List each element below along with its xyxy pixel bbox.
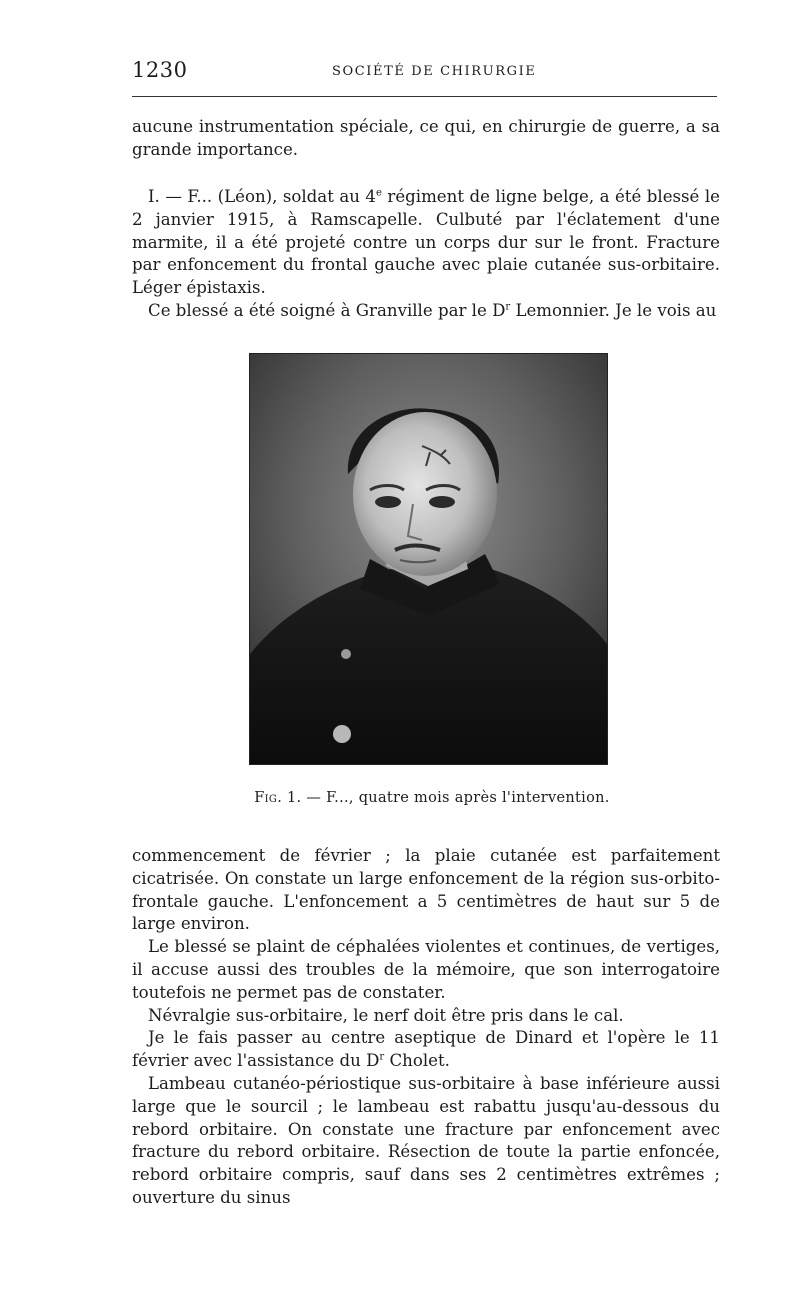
paragraph-cont-3: Névralgie sus-orbitaire, le nerf doit être pris dans le cal. xyxy=(148,1005,624,1025)
page-number: 1230 xyxy=(132,58,188,82)
paragraph-cont-4: Je le fais passer au centre aseptique de Dinard et l'opère le 11 février avec l'assistance du $D^r$ Cholet. xyxy=(132,1028,720,1071)
page-header xyxy=(132,58,720,86)
paragraph-case-2: Ce blessé a été soigné à Granville par le $D^r$ Lemonnier. Je le vois au xyxy=(148,300,717,320)
paragraph-cont-5: Lambeau cutanéo-périostique sus-orbitaire à base inférieure aussi large que le sourcil ; le lambeau est rabattu jusqu'au-dessous du rebord orbitaire. On constate une fracture par enfoncement avec fracture du rebord orbitaire. Résection de toute la partie enfoncée, rebord orbitaire compris, sauf dans ses 2 centimètres extrêmes ; ouverture du sinus xyxy=(132,1073,720,1207)
figure-label: Fig. 1. xyxy=(254,790,302,806)
header-rule xyxy=(132,96,717,97)
paragraph-cont-2: Le blessé se plaint de céphalées violentes et continues, de vertiges, il accuse aussi des troubles de la mémoire, que son interrogatoire toutefois ne permet pas de constater. xyxy=(132,937,720,1002)
figure-caption xyxy=(242,790,622,806)
paragraph: aucune instrumentation spéciale, ce qui, en chirurgie de guerre, a sa grande importance. xyxy=(132,117,720,159)
portrait-photograph xyxy=(249,353,608,765)
portrait-image xyxy=(250,354,607,764)
text-block-continuation xyxy=(132,845,720,1210)
text-block-case xyxy=(132,186,720,323)
running-title: SOCIÉTÉ DE CHIRURGIE xyxy=(332,64,537,79)
figure-caption-text: — F..., quatre mois après l'intervention. xyxy=(301,790,610,806)
paragraph-cont-1: commencement de février ; la plaie cutanée est parfaitement cicatrisée. On constate un large enfoncement de la région sus-orbito-frontale gauche. L'enfoncement a 5 centimètres de haut sur 5 de large environ. xyxy=(132,846,720,934)
paragraph-case-1: I. — F... (Léon), soldat au 4e régiment de ligne belge, a été blessé le 2 janvier 1915, à Ramscapelle. Culbuté par l'éclatement d'une marmite, il a été projeté contre un corps dur sur le front. Fracture par enfoncement du frontal gauche avec plaie cutanée sus-orbitaire. Léger épistaxis. xyxy=(132,187,720,298)
text-block-top xyxy=(132,116,720,162)
